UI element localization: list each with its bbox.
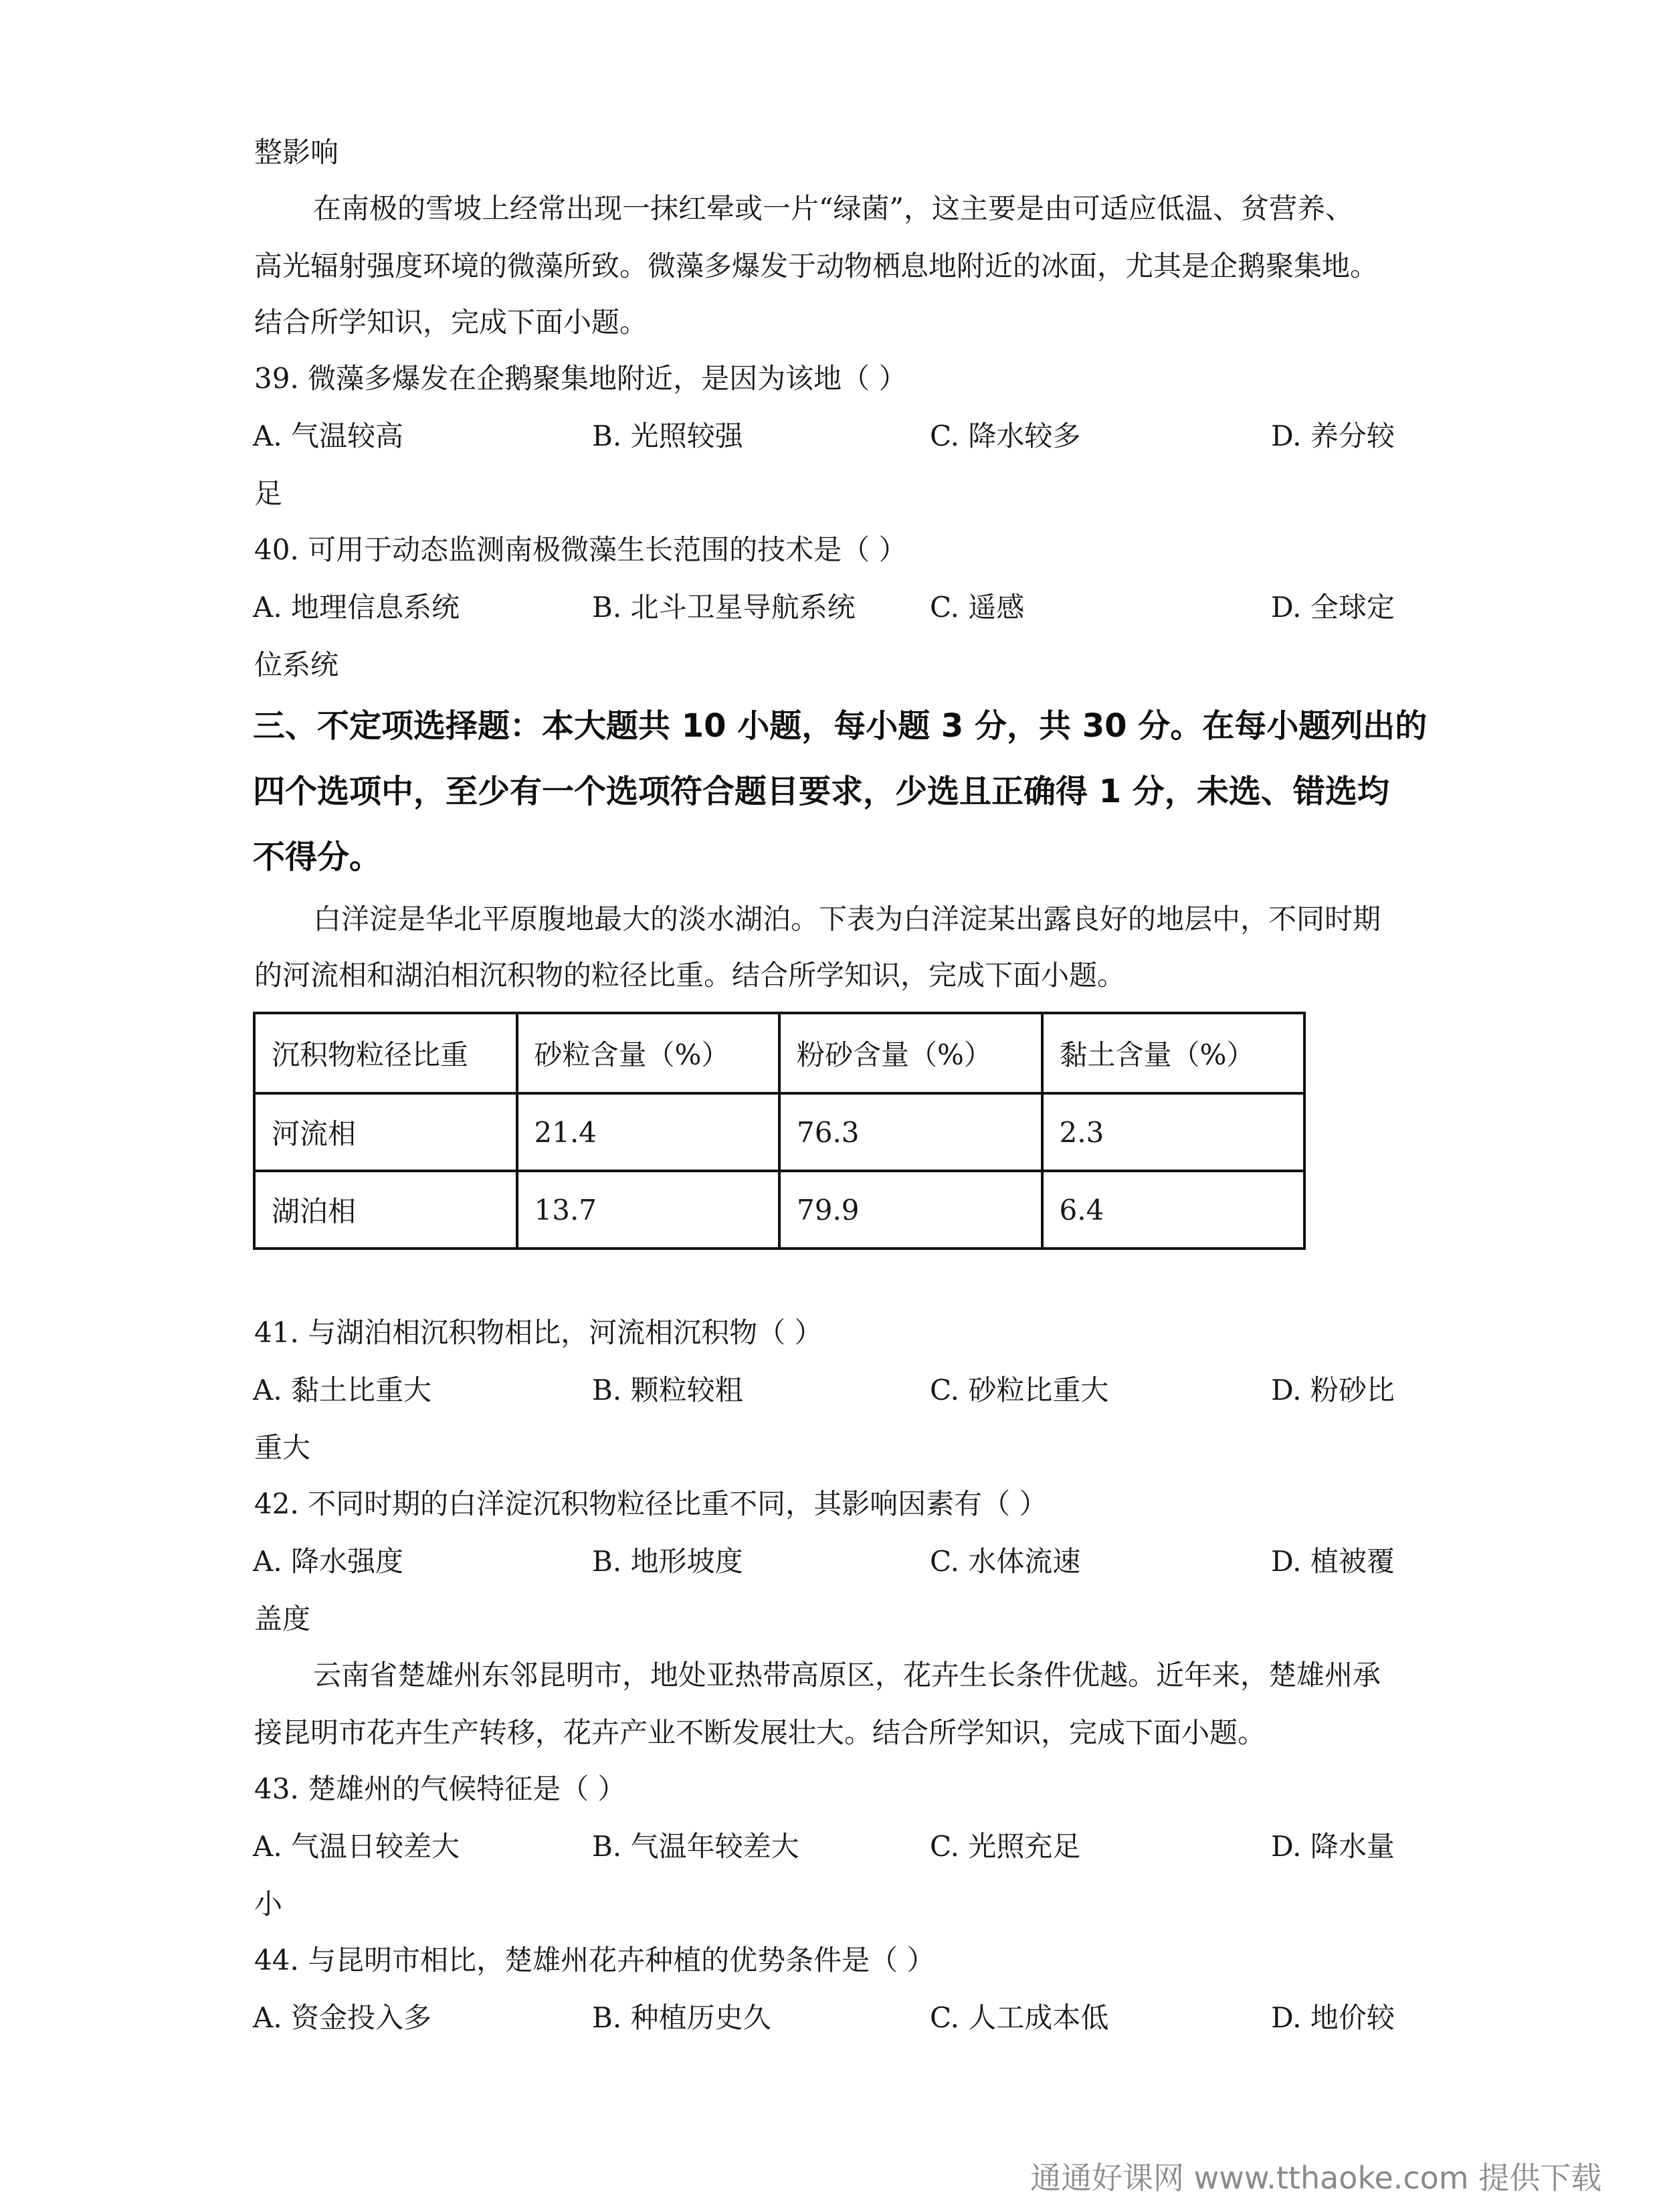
question-41-option-b: B. 颗粒较粗 (592, 1374, 743, 1406)
question-40-option-a: A. 地理信息系统 (253, 591, 460, 624)
passage3-line2: 接昆明市花卉生产转移，花卉产业不断发展壮大。结合所学知识，完成下面小题。 (254, 1716, 1266, 1749)
table-cell: 79.9 (779, 1171, 1042, 1249)
table-cell: 21.4 (517, 1093, 780, 1171)
passage2-line1: 白洋淀是华北平原腹地最大的淡水湖泊。下表为白洋淀某出露良好的地层中，不同时期 (313, 903, 1381, 935)
question-44-option-c: C. 人工成本低 (930, 2001, 1109, 2034)
question-43-option-a: A. 气温日较差大 (253, 1830, 460, 1863)
table-header-cell: 砂粒含量（%） (517, 1013, 780, 1093)
table-cell: 河流相 (254, 1093, 517, 1171)
table-header-cell: 黏土含量（%） (1042, 1013, 1305, 1093)
question-39-option-c: C. 降水较多 (930, 420, 1081, 452)
section3-heading-line2: 四个选项中，至少有一个选项符合题目要求，少选且正确得 1 分，未选、错选均 (253, 773, 1389, 810)
question-42-option-c: C. 水体流速 (930, 1545, 1081, 1578)
passage3-line1: 云南省楚雄州东邻昆明市，地处亚热带高原区，花卉生长条件优越。近年来，楚雄州承 (313, 1659, 1381, 1691)
question-39-option-b: B. 光照较强 (592, 420, 743, 452)
question-42-stem: 42. 不同时期的白洋淀沉积物粒径比重不同，其影响因素有（ ） (254, 1487, 1048, 1520)
question-39-stem: 39. 微藻多爆发在企鹅聚集地附近，是因为该地（ ） (254, 362, 907, 395)
question-43-option-d: D. 降水量 (1271, 1830, 1395, 1863)
section3-heading-line1: 三、不定项选择题：本大题共 10 小题，每小题 3 分，共 30 分。在每小题列出的 (253, 707, 1428, 745)
passage1-line3: 结合所学知识，完成下面小题。 (254, 306, 648, 339)
question-44-option-a: A. 资金投入多 (253, 2001, 432, 2034)
passage2-line2: 的河流相和湖泊相沉积物的粒径比重。结合所学知识，完成下面小题。 (254, 959, 1126, 992)
question-40-option-d: D. 全球定 (1271, 591, 1395, 624)
intro-fragment: 整影响 (254, 136, 339, 169)
question-42-option-d-wrap: 盖度 (254, 1602, 311, 1635)
question-41-option-c: C. 砂粒比重大 (930, 1374, 1109, 1406)
passage1-line1: 在南极的雪坡上经常出现一抹红晕或一片“绿菌”，这主要是由可适应低温、贫营养、 (313, 192, 1353, 225)
question-39-option-a: A. 气温较高 (253, 420, 404, 452)
table-row (254, 1171, 1304, 1249)
question-42-option-b: B. 地形坡度 (592, 1545, 743, 1578)
question-44-stem: 44. 与昆明市相比，楚雄州花卉种植的优势条件是（ ） (254, 1944, 935, 1976)
question-41-option-d-wrap: 重大 (254, 1431, 311, 1464)
question-42-option-d: D. 植被覆 (1271, 1545, 1395, 1578)
question-41-stem: 41. 与湖泊相沉积物相比，河流相沉积物（ ） (254, 1316, 823, 1349)
table-cell: 76.3 (779, 1093, 1042, 1171)
question-40-option-d-wrap: 位系统 (254, 648, 339, 681)
question-43-option-d-wrap: 小 (254, 1887, 283, 1920)
footer-watermark: 通通好课网 www.tthaoke.com 提供下载 (1030, 2160, 1602, 2196)
question-40-option-c: C. 遥感 (930, 591, 1025, 624)
table-header-cell: 粉砂含量（%） (779, 1013, 1042, 1093)
question-39-option-d: D. 养分较 (1271, 420, 1395, 452)
table-cell: 6.4 (1042, 1171, 1305, 1249)
question-44-option-d: D. 地价较 (1271, 2001, 1395, 2034)
table-row (254, 1093, 1304, 1171)
question-39-option-d-wrap: 足 (254, 477, 283, 510)
question-42-option-a: A. 降水强度 (253, 1545, 404, 1578)
question-44-option-b: B. 种植历史久 (592, 2001, 771, 2034)
table-cell: 13.7 (517, 1171, 780, 1249)
question-40-option-b: B. 北斗卫星导航系统 (592, 591, 856, 624)
section3-heading-line3: 不得分。 (253, 838, 382, 876)
table-cell: 2.3 (1042, 1093, 1305, 1171)
table-header-cell: 沉积物粒径比重 (254, 1013, 517, 1093)
passage1-line2: 高光辐射强度环境的微藻所致。微藻多爆发于动物栖息地附近的冰面，尤其是企鹅聚集地。 (254, 250, 1379, 282)
table-cell: 湖泊相 (254, 1171, 517, 1249)
question-40-stem: 40. 可用于动态监测南极微藻生长范围的技术是（ ） (254, 533, 907, 566)
table-header-row (254, 1013, 1304, 1093)
question-43-stem: 43. 楚雄州的气候特征是（ ） (254, 1772, 626, 1805)
question-41-option-a: A. 黏土比重大 (253, 1374, 432, 1406)
question-43-option-b: B. 气温年较差大 (592, 1830, 799, 1863)
question-41-option-d: D. 粉砂比 (1271, 1374, 1395, 1406)
sediment-grain-table (253, 1012, 1306, 1250)
question-43-option-c: C. 光照充足 (930, 1830, 1081, 1863)
